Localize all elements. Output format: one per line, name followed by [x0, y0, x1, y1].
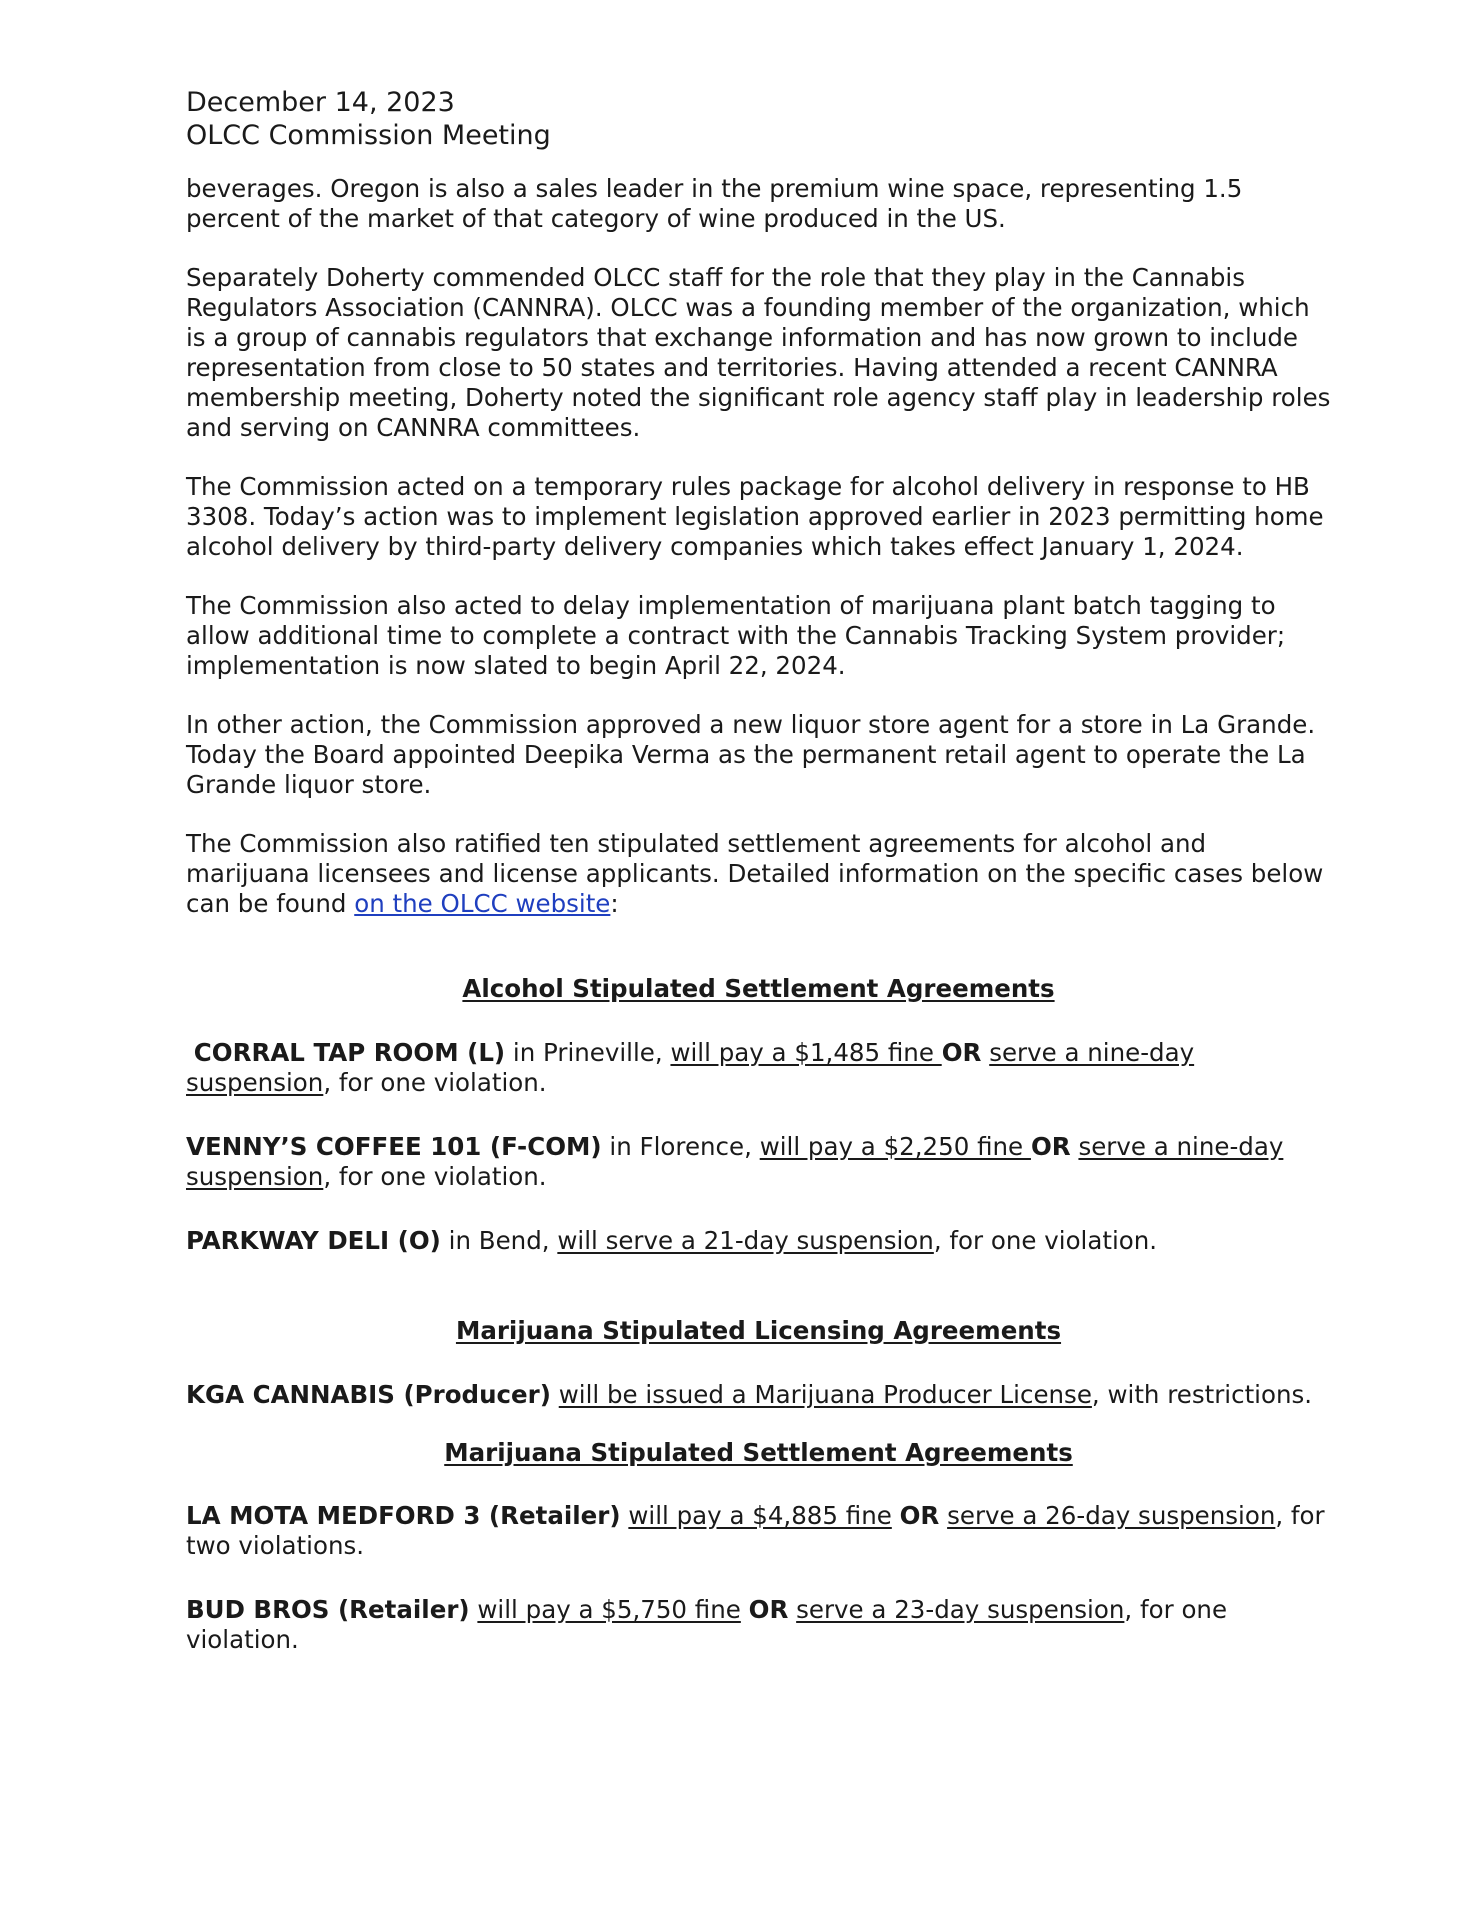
entry-parkway-deli	[186, 1226, 1331, 1256]
licensee-location: in Florence,	[601, 1132, 760, 1161]
marijuana-licensing-heading: Marijuana Stipulated Licensing Agreements	[455, 1316, 1062, 1345]
paragraph-liquor-agent: In other action, the Commission approved a new liquor store agent for a store in La Grande. Today the Board appointed Deepika Verma as the permanent retail agent to operate the La Grande liquor store.	[186, 710, 1316, 799]
or-text: OR	[899, 1501, 940, 1530]
paragraph-settlements	[186, 829, 1331, 919]
licensee-name: BUD BROS (Retailer)	[186, 1595, 470, 1624]
or-text: OR	[748, 1595, 789, 1624]
licensee-name: CORRAL TAP ROOM (L)	[193, 1038, 506, 1067]
suspension-text: serve a 26-day suspension	[947, 1501, 1276, 1530]
header-date: December 14, 2023	[186, 87, 455, 118]
settlements-text: The Commission also ratified ten stipulated settlement agreements for alcohol and marijuana licensees and license applicants. Detailed information on the specific cases below can be found	[186, 829, 1324, 918]
licensee-name: LA MOTA MEDFORD 3 (Retailer)	[186, 1501, 621, 1530]
olcc-website-link[interactable]: on the OLCC website	[354, 889, 611, 918]
fine-text: will pay a $4,885 fine	[628, 1501, 892, 1530]
header-meeting-title: OLCC Commission Meeting	[186, 120, 551, 151]
paragraph-cannra: Separately Doherty commended OLCC staff for the role that they play in the Cannabis Regulators Association (CANNRA). OLCC was a founding member of the organization, which is a group of cannabis regulators that exchange information and has now grown to include representation from close to 50 states and territories. Having attended a recent CANNRA membership meeting, Doherty noted the significant role agency staff play in leadership roles and serving on CANNRA committees.	[186, 263, 1331, 442]
entry-la-mota-medford	[186, 1501, 1331, 1561]
settlements-colon: :	[610, 889, 619, 918]
entry-kga-cannabis	[186, 1380, 1331, 1410]
licensee-name: PARKWAY DELI (O)	[186, 1226, 441, 1255]
restriction-text: , with restrictions.	[1091, 1380, 1313, 1409]
fine-text: will pay a $1,485 fine	[670, 1038, 942, 1067]
suspension-text: will serve a 21-day suspension	[557, 1226, 934, 1255]
page-header	[186, 86, 1331, 152]
license-text: will be issued a Marijuana Producer License	[558, 1380, 1092, 1409]
licensee-location: in Bend,	[440, 1226, 558, 1255]
fine-text: will pay a $5,750 fine	[477, 1595, 741, 1624]
entry-bud-bros	[186, 1595, 1331, 1655]
fine-text: will pay a $2,250 fine	[759, 1132, 1031, 1161]
entry-corral-tap-room	[186, 1038, 1331, 1098]
or-text: OR	[1030, 1132, 1071, 1161]
paragraph-alcohol-delivery: The Commission acted on a temporary rules package for alcohol delivery in response to HB 3308. Today’s action was to implement legislation approved earlier in 2023 permitting home alcohol delivery by third-party delivery companies which takes effect January 1, 2024.	[186, 472, 1324, 561]
violation-text: , for one violation.	[323, 1068, 547, 1097]
suspension-text: serve a 23-day suspension	[796, 1595, 1125, 1624]
violation-text: , for one violation.	[186, 1595, 1228, 1654]
violation-text: , for one violation.	[933, 1226, 1158, 1255]
licensee-name: KGA CANNABIS (Producer)	[186, 1380, 551, 1409]
alcohol-settlements-heading: Alcohol Stipulated Settlement Agreements	[462, 974, 1055, 1003]
document-body	[186, 86, 1331, 1689]
licensee-location: in Prineville,	[505, 1038, 671, 1067]
paragraph-wine-sales: beverages. Oregon is also a sales leader in the premium wine space, representing 1.5 percent of the market of that category of wine produced in the US.	[186, 174, 1243, 233]
entry-vennys-coffee	[186, 1132, 1331, 1192]
suspension-text: serve a nine-day suspension	[186, 1038, 1195, 1097]
marijuana-settlements-heading: Marijuana Stipulated Settlement Agreements	[444, 1438, 1073, 1467]
paragraph-batch-tagging: The Commission also acted to delay implementation of marijuana plant batch tagging to allow additional time to complete a contract with the Cannabis Tracking System provider; implementation is now slated to begin April 22, 2024.	[186, 591, 1286, 680]
licensee-name: VENNY’S COFFEE 101 (F-COM)	[186, 1132, 602, 1161]
violation-text: , for one violation.	[323, 1162, 547, 1191]
or-text: OR	[941, 1038, 982, 1067]
suspension-text: serve a nine-day suspension	[186, 1132, 1284, 1191]
violation-text: , for two violations.	[186, 1501, 1325, 1560]
